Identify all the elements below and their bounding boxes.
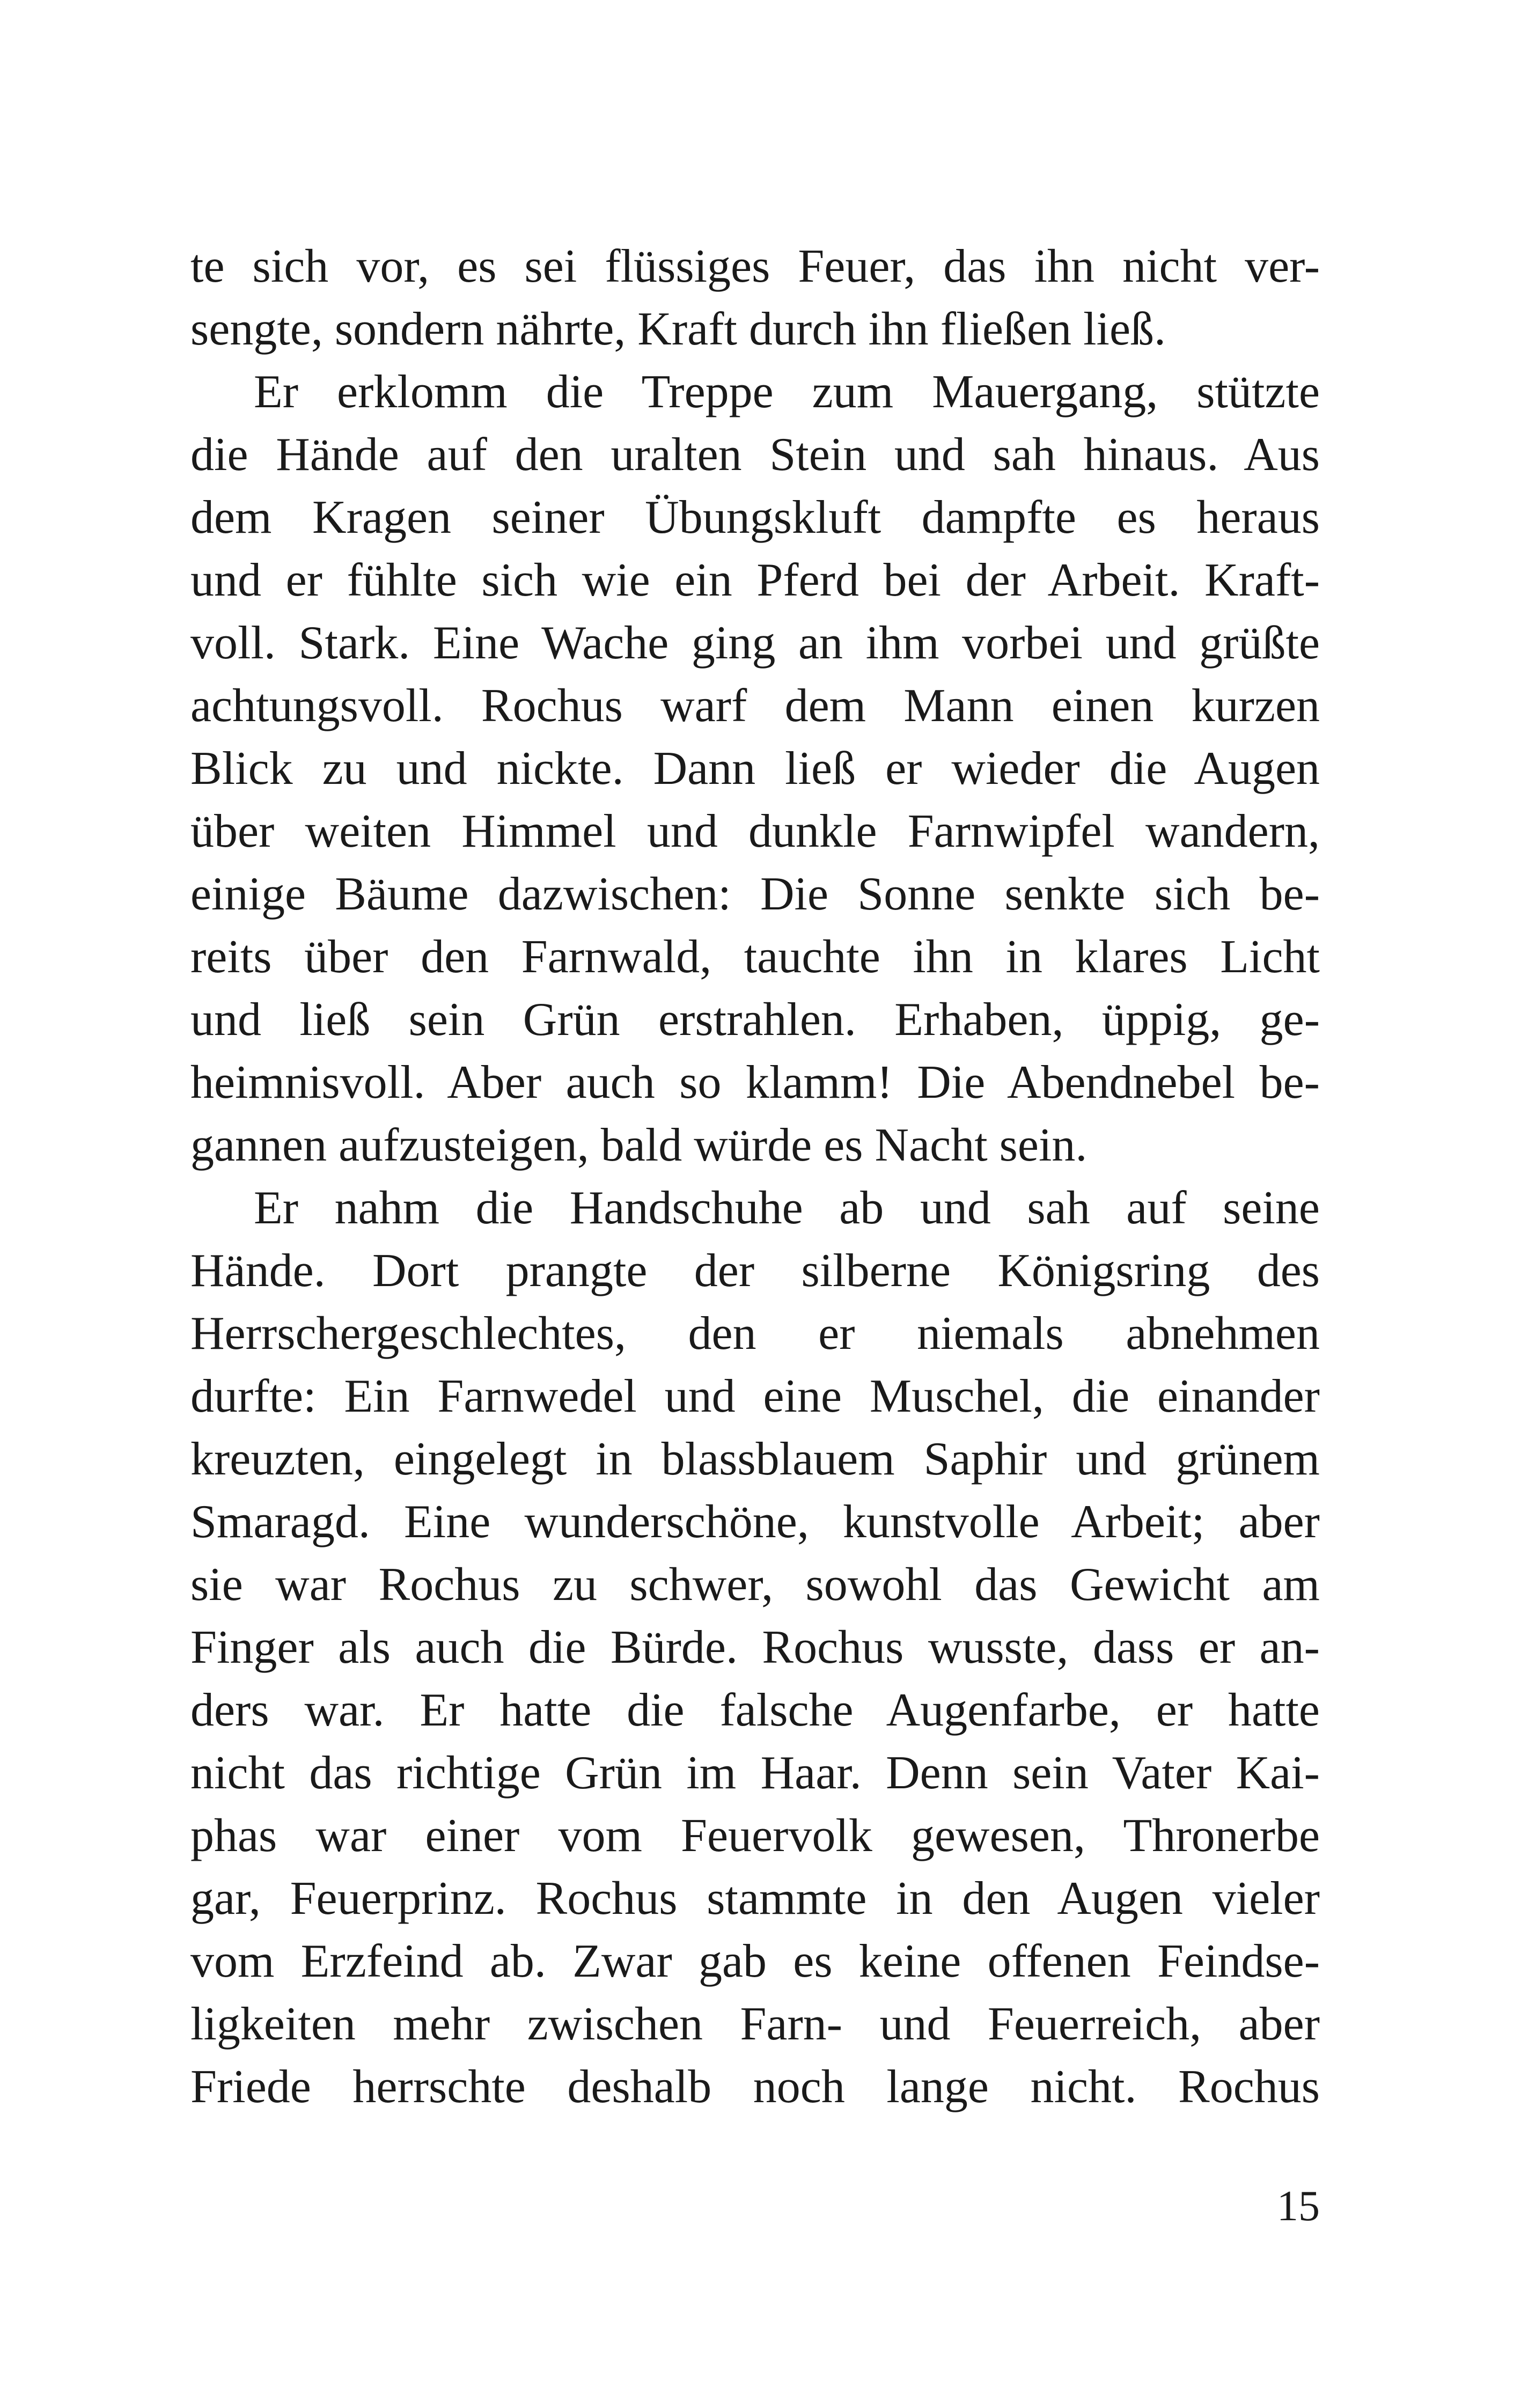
text-line: Herrschergeschlechtes, den er niemals abnehmen [190,1308,1320,1360]
text-line: nicht das richtige Grün im Haar. Denn sein Vater Kai- [190,1747,1320,1799]
text-line: ders war. Er hatte die falsche Augenfarbe, er hatte [190,1684,1320,1736]
text-line: einige Bäume dazwischen: Die Sonne senkte sich be- [190,868,1320,920]
text-line: sie war Rochus zu schwer, sowohl das Gewicht am [190,1559,1320,1611]
text-line: vom Erzfeind ab. Zwar gab es keine offenen Feindse- [190,1935,1320,1987]
text-line: phas war einer vom Feuervolk gewesen, Thronerbe [190,1810,1320,1862]
text-line: sengte, sondern nährte, Kraft durch ihn fließen ließ. [190,303,1166,355]
text-line: Er erklomm die Treppe zum Mauergang, stützte [254,366,1320,418]
text-line: und er fühlte sich wie ein Pferd bei der Arbeit. Kraft- [190,554,1320,606]
text-line: Finger als auch die Bürde. Rochus wusste, dass er an- [190,1621,1320,1673]
text-line: Er nahm die Handschuhe ab und sah auf seine [254,1182,1320,1234]
text-line: Friede herrschte deshalb noch lange nicht. Rochus [190,2061,1320,2113]
text-line: Blick zu und nickte. Dann ließ er wieder die Augen [190,743,1320,795]
text-line: durfte: Ein Farnwedel und eine Muschel, die einander [190,1370,1320,1422]
text-line: heimnisvoll. Aber auch so klamm! Die Abendnebel be- [190,1056,1320,1108]
text-line: reits über den Farnwald, tauchte ihn in klares Licht [190,931,1320,983]
text-line: achtungsvoll. Rochus warf dem Mann einen kurzen [190,680,1320,732]
text-line: gannen aufzusteigen, bald würde es Nacht sein. [190,1119,1088,1171]
text-line: über weiten Himmel und dunkle Farnwipfel wandern, [190,805,1320,857]
text-line: und ließ sein Grün erstrahlen. Erhaben, üppig, ge- [190,994,1320,1046]
text-line: te sich vor, es sei flüssiges Feuer, das ihn nicht ver- [190,240,1320,292]
text-line: kreuzten, eingelegt in blassblauem Saphir und grünem [190,1433,1320,1485]
text-line: Hände. Dort prangte der silberne Königsring des [190,1245,1320,1297]
text-line: voll. Stark. Eine Wache ging an ihm vorbei und grüßte [190,617,1320,669]
text-line: ligkeiten mehr zwischen Farn- und Feuerreich, aber [190,1998,1320,2050]
body-text [190,235,1320,2118]
text-line: gar, Feuerprinz. Rochus stammte in den Augen vieler [190,1873,1320,1925]
text-line: Smaragd. Eine wunderschöne, kunstvolle Arbeit; aber [190,1496,1320,1548]
text-line: dem Kragen seiner Übungskluft dampfte es heraus [190,491,1320,544]
page-number: 15 [1277,2183,1320,2230]
text-line: die Hände auf den uralten Stein und sah hinaus. Aus [190,429,1320,481]
